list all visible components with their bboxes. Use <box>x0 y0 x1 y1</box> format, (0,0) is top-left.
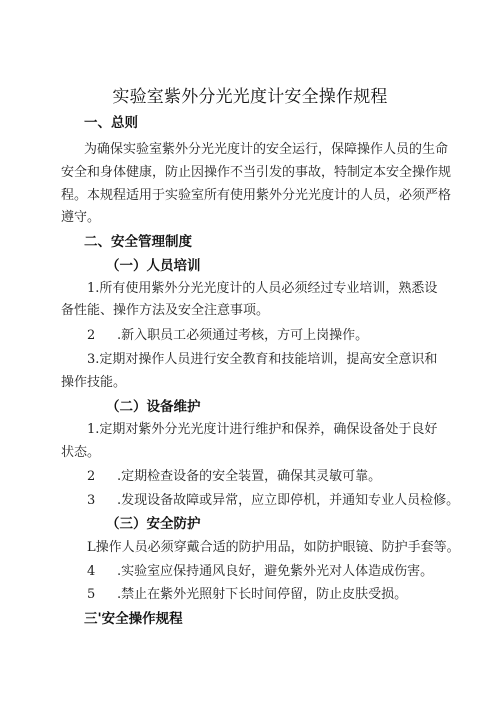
item-number: 1 <box>87 422 96 437</box>
list-item <box>87 467 381 487</box>
paragraph-line: 遵守。 <box>61 210 101 225</box>
list-item-continuation: 状态。 <box>61 445 101 460</box>
list-item <box>87 279 437 299</box>
section-heading-operating-rules: 三'安全操作规程 <box>84 611 183 627</box>
list-item <box>87 585 407 605</box>
paragraph-line: 安全和身体健康，防止因操作不当引发的事故，特制定本安全操作规 <box>61 165 452 180</box>
item-text: .定期对操作人员进行安全教育和技能培训，提高安全意识和 <box>95 352 438 367</box>
list-item <box>87 326 368 346</box>
section-heading-safety-management: 二、安全管理制度 <box>84 234 192 250</box>
list-item <box>87 491 459 511</box>
item-text: .发现设备故障或异常，应立即停机，并通知专业人员检修。 <box>117 493 460 508</box>
subsection-heading-maintenance: （二）设备维护 <box>106 399 201 415</box>
item-number: 1 <box>87 281 96 296</box>
item-text: .禁止在紫外光照射下长时间停留，防止皮肤受损。 <box>117 587 408 602</box>
subsection-heading-training: （一）人员培训 <box>106 258 201 274</box>
list-item <box>87 420 437 440</box>
item-number: 2 <box>87 469 96 484</box>
paragraph-line: 为确保实验室紫外分光光度计的安全运行，保障操作人员的生命 <box>84 142 449 157</box>
paragraph-line: 程。本规程适用于实验室所有使用紫外分光光度计的人员，必须严格 <box>61 188 452 203</box>
subsection-heading-protection: （三）安全防护 <box>106 516 201 532</box>
item-number: 5 <box>87 587 96 602</box>
item-number: 2 <box>87 328 96 343</box>
item-number: 3 <box>87 493 96 508</box>
list-item-continuation: 备性能、操作方法及安全注意事项。 <box>61 303 270 318</box>
list-item-continuation: 操作技能。 <box>61 375 127 390</box>
item-number: 4 <box>87 564 96 579</box>
item-text: .定期对紫外分光光度计进行维护和保养，确保设备处于良好 <box>95 422 438 437</box>
item-text: .所有使用紫外分光光度计的人员必须经过专业培训，熟悉设 <box>95 281 438 296</box>
list-item <box>87 350 437 370</box>
item-text: .实验室应保持通风良好，避免紫外光对人体造成伤害。 <box>117 564 434 579</box>
item-number: 3 <box>87 352 96 367</box>
section-heading-general: 一、总则 <box>84 115 138 131</box>
list-item: L操作人员必须穿戴合适的防护用品，如防护眼镜、防护手套等。 <box>87 540 460 555</box>
document-title: 实验室紫外分光光度计安全操作规程 <box>112 87 388 107</box>
list-item <box>87 562 433 582</box>
item-text: .定期检查设备的安全装置，确保其灵敏可靠。 <box>117 469 382 484</box>
item-text: .新入职员工必须通过考核，方可上岗操作。 <box>117 328 369 343</box>
